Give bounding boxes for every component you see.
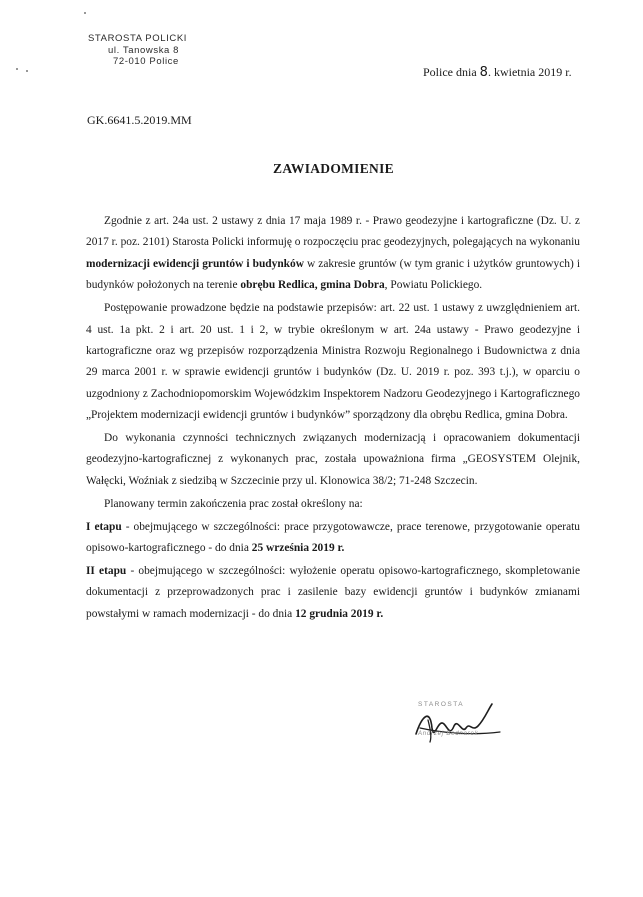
signature-stamp-name: Andrzej Bednarek: [418, 731, 479, 737]
stage-1-deadline: 25 września 2019 r.: [251, 542, 345, 555]
document-title: ZAWIADOMIENIE: [273, 161, 394, 176]
scan-speck: [26, 70, 28, 72]
place-date-prefix: Police dnia: [423, 65, 477, 79]
signature-stamp-title: STAROSTA: [418, 701, 465, 708]
document-body: [86, 211, 580, 627]
p1-text-c: w zakresie gruntów (w tym granic i użytków gruntowych) i budynków położonych na terenie: [86, 257, 581, 292]
case-reference: GK.6641.5.2019.MM: [87, 113, 192, 127]
stage-1-text: - obejmującego w szczególności: prace przygotowawcze, prace terenowe, przygotowanie operatu opisowo-kartograficznego - do dnia: [86, 520, 580, 555]
p1-text-a: Zgodnie z art. 24a ust. 2 ustawy z dnia 17 maja 1989 r. - Prawo geodezyjne i kartograficzne (Dz. U. z 2017 r. poz. 2101) Starosta Policki informuję o rozpoczęciu prac geodezyjnych, polegających na wykonaniu: [86, 215, 580, 249]
place-date: [423, 65, 572, 80]
p1-bold-subject: modernizacji ewidencji gruntów i budynków: [86, 257, 304, 270]
paragraph-stage-2: [86, 561, 580, 625]
scan-speck: [84, 12, 86, 14]
stage-1-label: I etapu: [86, 520, 122, 533]
stage-2-text: - obejmującego w szczególności: wyłożenie operatu opisowo-kartograficznego, skompletowanie dokumentacji z przeprowadzonych prac i zasilenie bazy ewidencji gruntów i budynków zmianami powstałymi w ramach modernizacji - do dnia: [86, 565, 580, 620]
issuer-street: ul. Tanowska 8: [108, 44, 180, 56]
handwritten-signature: [408, 698, 548, 748]
place-date-rest: . kwietnia 2019 r.: [487, 65, 572, 79]
paragraph-stage-1: [86, 517, 580, 560]
paragraph-legal-basis: [86, 211, 580, 297]
stage-2-label: II etapu: [86, 565, 127, 577]
issuer-name: STAROSTA POLICKI: [88, 33, 187, 44]
p1-bold-area: obrębu Redlica, gmina Dobra: [240, 279, 385, 292]
paragraph-schedule-intro: Planowany termin zakończenia prac został określony na:: [104, 497, 363, 510]
scan-speck: [16, 68, 18, 70]
p1-text-e: , Powiatu Polickiego.: [384, 279, 483, 292]
issuer-city: 72-010 Police: [113, 56, 179, 67]
paragraph-contractor: Do wykonania czynności technicznych związanych modernizacją i opracowaniem dokumentacji geodezyjno-kartograficznej z wykonanych prac, została upoważniona firma „GEOSYSTEM Olejnik, Wałęcki, Woźniak z siedzibą w Szczecinie przy ul. Klonowica 38/2; 71-248 Szczecin.: [86, 432, 580, 487]
place-date-day: 8: [479, 65, 488, 80]
paragraph-procedure: Postępowanie prowadzone będzie na podstawie przepisów: art. 22 ust. 1 ustawy z uwzględnieniem art. 4 ust. 1a pkt. 2 i art. 20 ust. 1 i 2, w trybie określonym w art. 24a ustawy - Prawo geodezyjne i kartograficzne oraz wg przepisów rozporządzenia Ministra Rozwoju Regionalnego i Budownictwa z dnia 29 marca 2001 r. w sprawie ewidencji gruntów i budynków (Dz. U. 2019 r. poz. 393 t.j.), w oparciu o uzgodniony z Zachodniopomorskim Wojewódzkim Inspektorem Nadzoru Geodezyjnego i Kartograficznego „Projektem modernizacji ewidencji gruntów i budynków” sporządzony dla obrębu Redlica, gmina Dobra.: [86, 302, 580, 422]
stage-2-deadline: 12 grudnia 2019 r.: [295, 607, 384, 620]
issuer-stamp: [88, 33, 218, 68]
